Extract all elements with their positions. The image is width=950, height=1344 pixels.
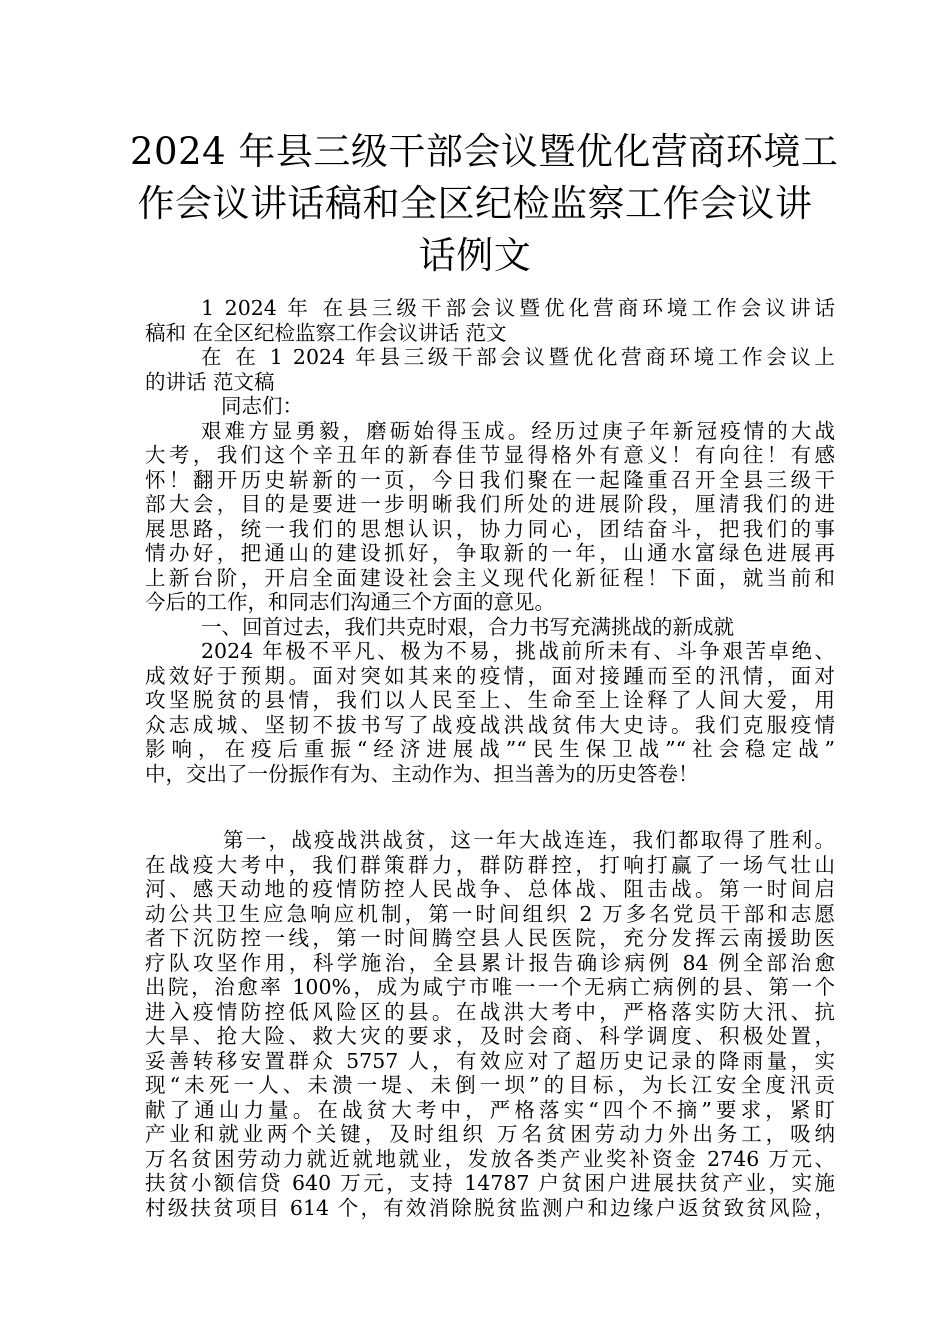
text-line: 怀！翻开历史崭新的一页，今日我们聚在一起隆重召开全县三级干	[145, 467, 835, 492]
text-line: 第一，战疫战洪战贫，这一年大战连连，我们都取得了胜利。	[223, 828, 835, 852]
title-line: 2024 年县三级干部会议暨优化营商环境工	[130, 130, 839, 173]
text-line: 展思路，统一我们的思想认识，协力同心，团结奋斗，把我们的事	[145, 516, 835, 541]
text-line: 攻坚脱贫的县情，我们以人民至上、生命至上诠释了人间大爱，用	[145, 688, 835, 712]
text-line: 现“未死一人、未溃一堤、未倒一坝”的目标，为长江安全度汛贡	[145, 1073, 835, 1097]
text-line: 万名贫困劳动力就近就地就业，发放各类产业奖补资金 2746 万元、	[145, 1146, 835, 1171]
text-line: 部大会，目的是要进一步明晰我们所处的进展阶段，厘清我们的进	[145, 492, 835, 516]
text-line: 大旱、抢大险、救大灾的要求，及时会商、科学调度、积极处置，	[145, 1024, 835, 1048]
text-line: 众志成城、坚韧不拔书写了战疫战洪战贫伟大史诗。我们克服疫情	[145, 712, 835, 737]
text-line: 扶贫小额信贷 640 万元，支持 14787 户贫困户进展扶贫产业，实施	[145, 1171, 835, 1195]
text-line: 河、感天动地的疫情防控人民战争、总体战、阻击战。第一时间启	[145, 877, 835, 901]
text-line: 2024 年极不平凡、极为不易，挑战前所未有、斗争艰苦卓绝、	[201, 639, 835, 663]
text-line: 在 在 1 2024 年县三级干部会议暨优化营商环境工作会议上	[201, 345, 835, 369]
text-line: 产业和就业两个关键，及时组织 万名贫困劳动力外出务工，吸纳	[145, 1122, 835, 1146]
text-line: 上新台阶，开启全面建设社会主义现代化新征程！下面，就当前和	[145, 565, 835, 590]
text-line: 出院，治愈率 100%，成为咸宁市唯一一个无病亡病例的县、第一个	[145, 975, 835, 999]
text-line: 影响，在疫后重振“经济进展战”“民生保卫战”“社会稳定战”	[145, 737, 835, 761]
text-line: 疗队攻坚作用，科学施治，全县累计报告确诊病例 84 例全部治愈	[145, 950, 835, 975]
document-title	[130, 126, 839, 282]
text-line: 在战疫大考中，我们群策群力，群防群控，打响打赢了一场气壮山	[145, 852, 835, 877]
title-line: 作会议讲话稿和全区纪检监察工作会议讲	[137, 182, 813, 225]
document-body	[145, 296, 835, 1220]
body-section-opening	[145, 296, 835, 786]
text-line: 村级扶贫项目 614 个，有效消除脱贫监测户和边缘户返贫致贫风险，	[145, 1195, 835, 1220]
text-line: 同志们：	[221, 394, 303, 418]
text-line: 成效好于预期。面对突如其来的疫情，面对接踵而至的汛情，面对	[145, 663, 835, 688]
text-line: 大考，我们这个辛丑年的新春佳节显得格外有意义！有向往！有感	[145, 443, 835, 467]
text-line: 献了通山力量。在战贫大考中，严格落实“四个不摘”要求，紧盯	[145, 1097, 835, 1122]
text-line: 今后的工作，和同志们沟通三个方面的意见。	[145, 590, 555, 614]
text-line: 进入疫情防控低风险区的县。在战洪大考中，严格落实防大汛、抗	[145, 999, 835, 1024]
text-line: 妥善转移安置群众 5757 人，有效应对了超历史记录的降雨量，实	[145, 1048, 835, 1073]
body-section-first-point	[145, 828, 835, 1220]
text-line: 的讲话 范文稿	[145, 369, 275, 394]
text-line: 动公共卫生应急响应机制，第一时间组织 2 万多名党员干部和志愿	[145, 901, 835, 926]
paragraph-gap	[145, 786, 835, 828]
text-line: 1 2024 年 在县三级干部会议暨优化营商环境工作会议讲话	[201, 296, 835, 320]
text-line: 艰难方显勇毅，磨砺始得玉成。经历过庚子年新冠疫情的大战	[201, 418, 835, 443]
text-line: 情办好，把通山的建设抓好，争取新的一年，山通水富绿色进展再	[145, 541, 835, 565]
text-line: 者下沉防控一线，第一时间腾空县人民医院，充分发挥云南援助医	[145, 926, 835, 950]
text-line: 一、回首过去，我们共克时艰，合力书写充满挑战的新成就	[201, 614, 734, 639]
title-line: 话例文	[418, 234, 532, 277]
text-line: 稿和 在全区纪检监察工作会议讲话 范文	[145, 320, 507, 345]
text-line: 中，交出了一份振作有为、主动作为、担当善为的历史答卷！	[145, 761, 699, 786]
